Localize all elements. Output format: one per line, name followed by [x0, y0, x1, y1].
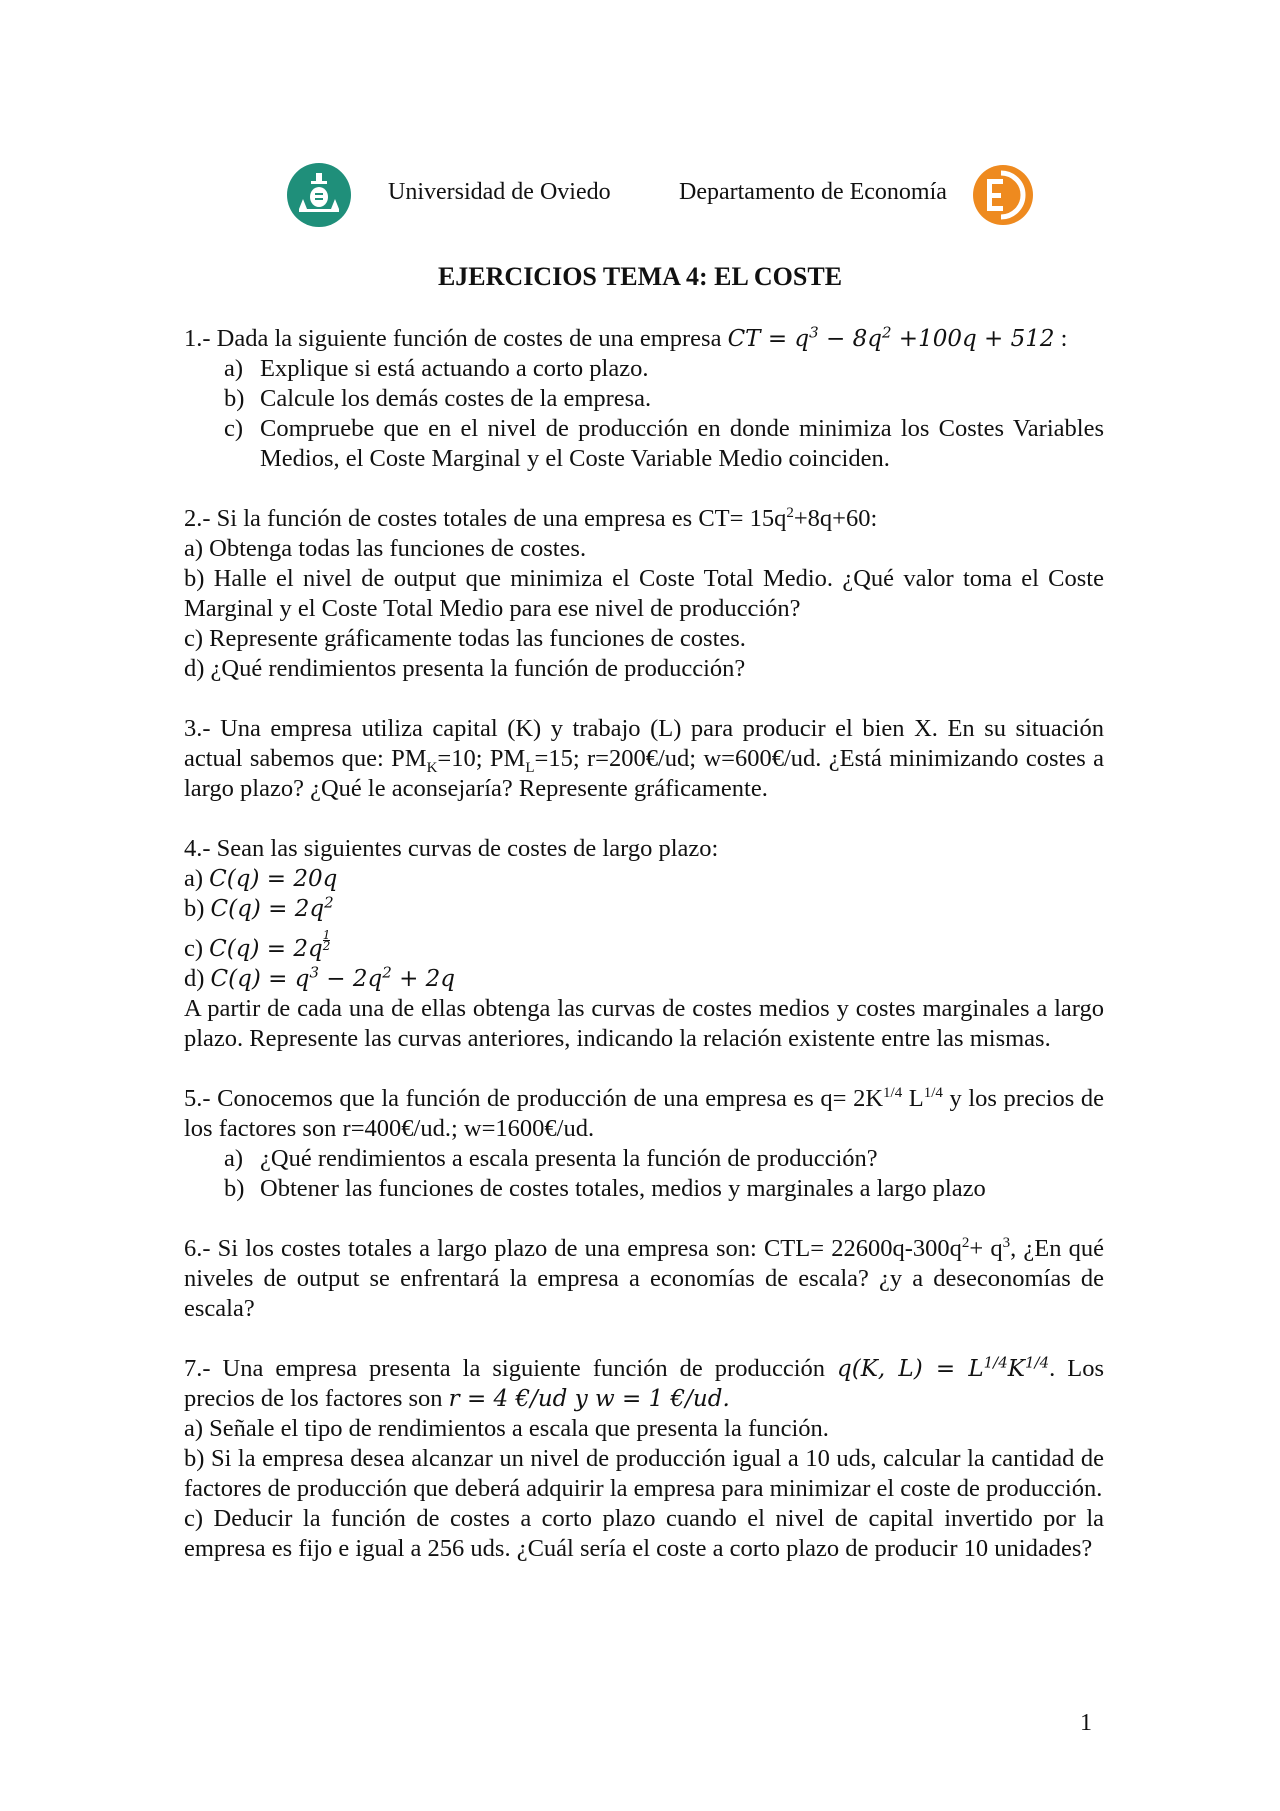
- exercise-2-d: d) ¿Qué rendimientos presenta la función de producción?: [184, 655, 746, 682]
- university-name: Universidad de Oviedo: [388, 179, 611, 205]
- page-header: [287, 163, 1047, 227]
- cost-formula: CT = $q^3 - 8q^2 +100q + 512$: [727, 323, 1055, 352]
- exercise-1: [184, 324, 1104, 474]
- exercise-7-b: b) Si la empresa desea alcanzar un nivel de producción igual a 10 uds, calcular la cantidad de factores de producción que deberá adquirir la empresa para minimizar el coste de producción.: [184, 1445, 1104, 1502]
- exercise-1-statement: 1.- Dada la siguiente función de costes de una empresa CT = $q^3 - 8q^2 +100q + 512$ :: [184, 323, 1068, 352]
- exercise-list: [184, 324, 1104, 1594]
- exercise-6: 6.- Si los costes totales a largo plazo de una empresa son: $CTL= 22600q-300q^2+ q^3$, ¿En qué niveles de output se enfrentará la empresa a economías de escala? ¿y a deseconomías de escala?: [184, 1234, 1104, 1322]
- exercise-7: [184, 1354, 1104, 1564]
- exercise-4-c: c) C(q) = 2q $\frac{1}{2}$: [184, 928, 331, 962]
- exercise-4-intro: 4.- Sean las siguientes curvas de costes de largo plazo:: [184, 835, 719, 862]
- exercise-4-a: a) C(q) = 20q: [184, 865, 338, 892]
- exercise-7-statement: 7.- Una empresa presenta la siguiente función de producción q(K, $L) = L^{1/4}K^{1/4}$. Los precios de los factores son r = 4 €/ud y w = 1 €/ud.: [184, 1353, 1104, 1412]
- exercise-4: [184, 834, 1104, 1054]
- exercise-1-c: c) Compruebe que en el nivel de producción en donde minimiza los Costes Variables Medios, el Coste Marginal y el Coste Variable Medio coinciden.: [224, 415, 1104, 472]
- exercise-5-statement: 5.- Conocemos que la función de producción de una empresa es $q= 2K^{1/4}$ $L^{1/4}$ y los precios de los factores son r=400€/ud.; w=1600€/ud.: [184, 1084, 1104, 1142]
- exercise-5-b: b) Obtener las funciones de costes totales, medios y marginales a largo plazo: [224, 1175, 986, 1202]
- exercise-1-b: b) Calcule los demás costes de la empresa.: [224, 385, 652, 412]
- exercise-2: [184, 504, 1104, 684]
- page-title: EJERCICIOS TEMA 4: EL COSTE: [437, 262, 843, 291]
- exercise-7-c: c) Deducir la función de costes a corto plazo cuando el nivel de capital invertido por la empresa es fijo e igual a 256 uds. ¿Cuál sería el coste a corto plazo de producir 10 unidades?: [184, 1505, 1104, 1562]
- exercise-2-a: a) Obtenga todas las funciones de costes.: [184, 535, 587, 562]
- exercise-2-c: c) Represente gráficamente todas las funciones de costes.: [184, 625, 746, 652]
- exercise-2-statement: 2.- Si la función de costes totales de una empresa es $CT= 15q^2+8q+60$:: [184, 504, 878, 532]
- exercise-4-d: d) $C(q) = q^3 - 2q^2 + 2q$: [184, 963, 456, 992]
- page-number: 1: [1080, 1710, 1092, 1736]
- exercise-5: [184, 1084, 1104, 1204]
- exercise-5-a: a) ¿Qué rendimientos a escala presenta la función de producción?: [224, 1145, 878, 1172]
- department-name: Departamento de Economía: [679, 179, 947, 205]
- university-seal-icon: [287, 163, 351, 227]
- exercise-4-b: b) $C(q) = 2q^2$: [184, 893, 334, 922]
- exercise-1-a: a) Explique si está actuando a corto plazo.: [224, 355, 649, 382]
- department-ed-logo-icon: [971, 163, 1035, 227]
- exercise-3: 3.- Una empresa utiliza capital (K) y trabajo (L) para producir el bien X. En su situación actual sabemos que: $PM_K=10$; $PM_L=15$; r=200€/ud; w=600€/ud. ¿Está minimizando costes a largo plazo? ¿Qué le aconsejaría? Represente gráficamente.: [184, 715, 1104, 802]
- exercise-4-outro: A partir de cada una de ellas obtenga las curvas de costes medios y costes marginales a largo plazo. Represente las curvas anteriores, indicando la relación existente entre las mismas.: [184, 995, 1104, 1052]
- exercise-1-intro: 1.- Dada la siguiente función de costes de una empresa: [184, 325, 728, 352]
- exercise-2-b: b) Halle el nivel de output que minimiza el Coste Total Medio. ¿Qué valor toma el Coste Marginal y el Coste Total Medio para ese nivel de producción?: [184, 565, 1104, 622]
- exercise-7-a: a) Señale el tipo de rendimientos a escala que presenta la función.: [184, 1415, 829, 1442]
